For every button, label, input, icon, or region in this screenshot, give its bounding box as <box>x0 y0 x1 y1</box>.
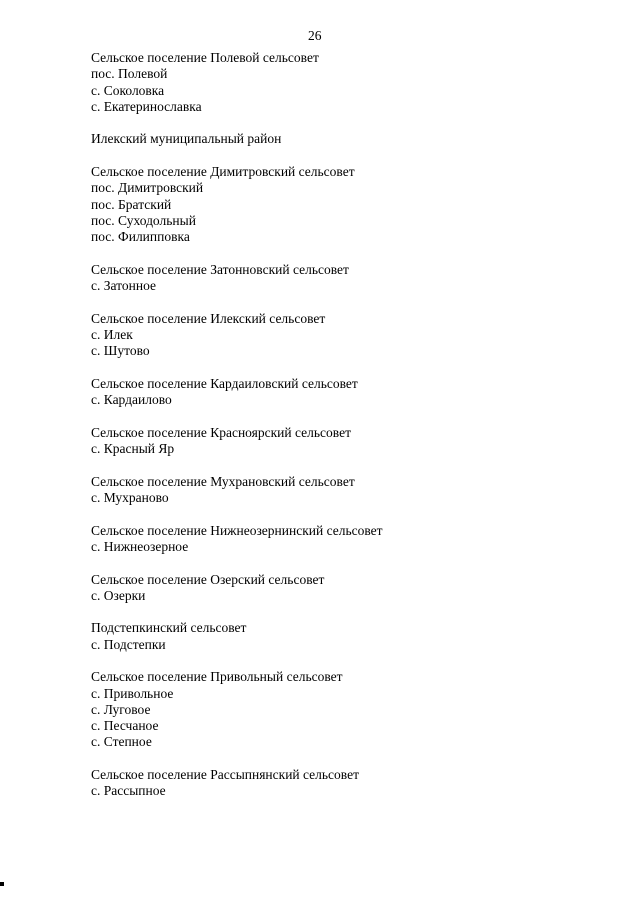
locality-item: пос. Филипповка <box>91 229 190 245</box>
block-spacer <box>91 246 611 262</box>
locality-item: с. Песчаное <box>91 718 159 734</box>
locality-item: с. Подстепки <box>91 636 166 652</box>
locality-item: с. Степное <box>91 734 152 750</box>
block-heading: Сельское поселение Илекский сельсовет <box>91 310 326 326</box>
settlement-block <box>91 131 611 147</box>
block-heading: Сельское поселение Мухрановский сельсовет <box>91 473 355 489</box>
block-heading: Сельское поселение Димитровский сельсовет <box>91 164 355 180</box>
block-heading: Сельское поселение Красноярский сельсовет <box>91 424 351 440</box>
block-spacer <box>91 653 611 669</box>
locality-item: пос. Полевой <box>91 66 168 82</box>
locality-item: с. Рассыпное <box>91 783 166 799</box>
locality-item: с. Нижнеозерное <box>91 538 189 554</box>
block-spacer <box>91 360 611 376</box>
block-heading: Сельское поселение Полевой сельсовет <box>91 50 319 65</box>
block-heading: Сельское поселение Привольный сельсовет <box>91 669 343 685</box>
locality-item: пос. Братский <box>91 196 172 212</box>
settlement-block <box>91 164 611 245</box>
locality-item: с. Озерки <box>91 587 146 603</box>
settlement-block <box>91 572 611 605</box>
block-spacer <box>91 409 611 425</box>
locality-item: с. Мухраново <box>91 490 169 506</box>
settlement-block <box>91 669 611 750</box>
locality-item: с. Екатеринославка <box>91 98 202 114</box>
block-spacer <box>91 294 611 310</box>
block-spacer <box>91 555 611 571</box>
block-heading: Илекский муниципальный район <box>91 131 282 147</box>
locality-item: с. Илек <box>91 327 133 343</box>
locality-item: пос. Димитровский <box>91 180 204 196</box>
block-heading: Сельское поселение Нижнеозернинский сельсовет <box>91 522 383 538</box>
settlement-block <box>91 50 611 115</box>
block-heading: Сельское поселение Затонновский сельсовет <box>91 261 349 277</box>
locality-item: с. Кардаилово <box>91 392 172 408</box>
block-heading: Сельское поселение Озерский сельсовет <box>91 571 325 587</box>
scan-edge-mark <box>0 882 4 886</box>
block-spacer <box>91 604 611 620</box>
block-heading: Сельское поселение Кардаиловский сельсовет <box>91 375 358 391</box>
block-spacer <box>91 751 611 767</box>
block-heading: Подстепкинский сельсовет <box>91 620 247 636</box>
block-heading: Сельское поселение Рассыпнянский сельсовет <box>91 767 359 783</box>
locality-item: с. Привольное <box>91 685 174 701</box>
settlement-block <box>91 311 611 360</box>
settlement-block <box>91 620 611 653</box>
block-spacer <box>91 148 611 164</box>
locality-item: с. Красный Яр <box>91 441 175 457</box>
document-body <box>91 50 611 800</box>
settlement-block <box>91 425 611 458</box>
block-spacer <box>91 457 611 473</box>
settlement-block <box>91 474 611 507</box>
settlement-block <box>91 767 611 800</box>
locality-item: с. Шутово <box>91 343 150 359</box>
locality-item: с. Затонное <box>91 278 156 294</box>
block-spacer <box>91 506 611 522</box>
settlement-block <box>91 523 611 556</box>
page-number: 26 <box>308 28 322 43</box>
settlement-block <box>91 376 611 409</box>
locality-item: с. Луговое <box>91 701 151 717</box>
settlement-block <box>91 262 611 295</box>
locality-item: с. Соколовка <box>91 82 165 98</box>
locality-item: пос. Суходольный <box>91 212 196 228</box>
block-spacer <box>91 115 611 131</box>
